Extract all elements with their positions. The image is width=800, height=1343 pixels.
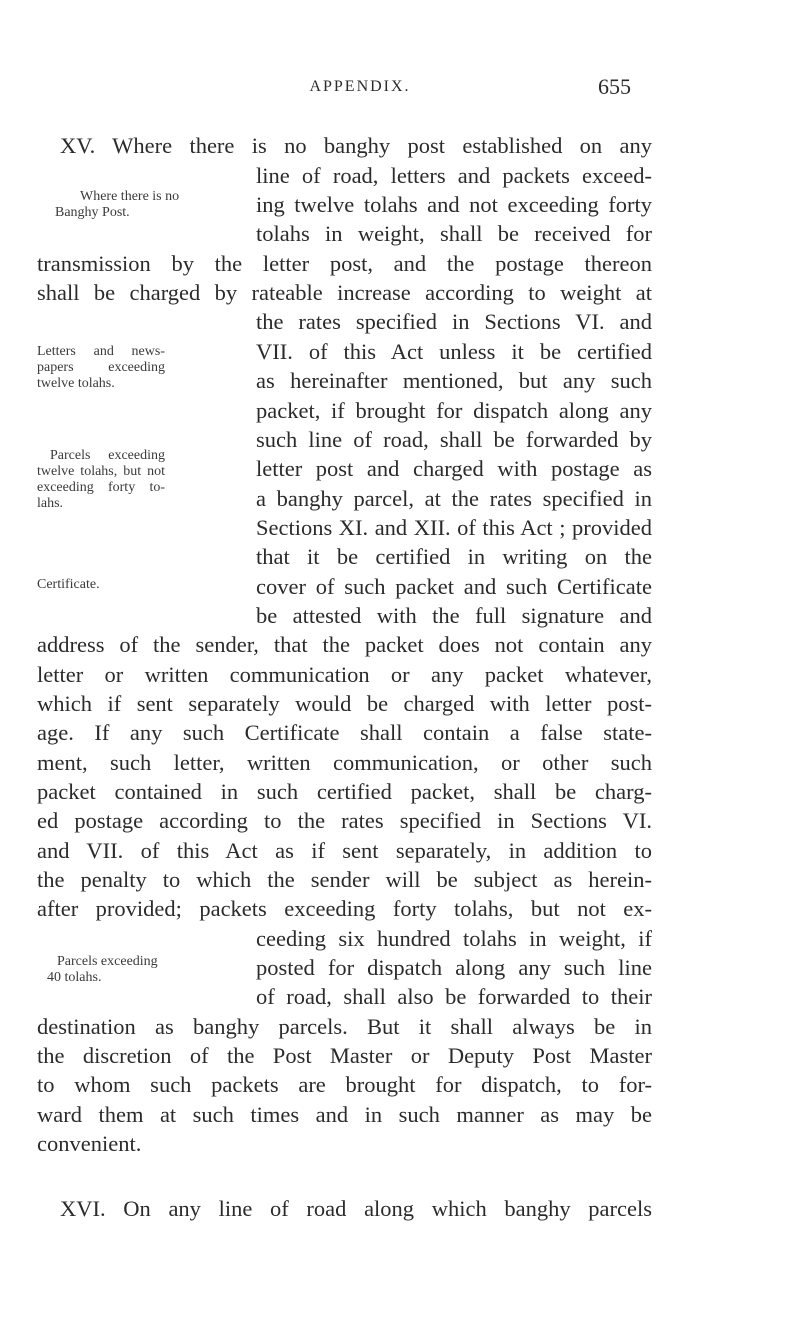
body-line: to whom such packets are brought for dispatch, to for- <box>37 1072 652 1097</box>
body-line: the discretion of the Post Master or Deputy Post Master <box>37 1043 652 1068</box>
body-line: of road, shall also be forwarded to their <box>256 984 652 1009</box>
body-line: as hereinafter mentioned, but any such <box>256 368 652 393</box>
body-line: tolahs in weight, shall be received for <box>256 221 652 246</box>
margin-note: Where there is no Banghy Post. <box>55 189 180 220</box>
running-head: APPENDIX. <box>309 78 411 95</box>
body-line: shall be charged by rateable increase according to weight at <box>37 280 652 305</box>
body-line: line of road, letters and packets exceed- <box>256 163 652 188</box>
body-line: ward them at such times and in such manner as may be <box>37 1102 652 1127</box>
body-line: after provided; packets exceeding forty tolahs, but not ex- <box>37 896 652 921</box>
body-line: Sections XI. and XII. of this Act ; provided <box>256 515 652 540</box>
body-line: cover of such packet and such Certificate <box>256 574 652 599</box>
body-line: XVI. On any line of road along which banghy parcels <box>60 1196 652 1221</box>
margin-note: Letters and news- papers exceeding twelve tolahs. <box>37 344 165 391</box>
body-line: destination as banghy parcels. But it shall always be in <box>37 1014 652 1039</box>
body-line: letter or written communication or any packet whatever, <box>37 662 652 687</box>
body-line: address of the sender, that the packet does not contain any <box>37 632 652 657</box>
body-line: such line of road, shall be forwarded by <box>256 427 652 452</box>
margin-note: Certificate. <box>37 577 100 592</box>
body-line: a banghy parcel, at the rates specified in <box>256 486 652 511</box>
body-line: and VII. of this Act as if sent separately, in addition to <box>37 838 652 863</box>
body-line: ing twelve tolahs and not exceeding forty <box>256 192 652 217</box>
body-line: ment, such letter, written communication, or other such <box>37 750 652 775</box>
body-line: packet, if brought for dispatch along any <box>256 398 652 423</box>
body-line: that it be certified in writing on the <box>256 544 652 569</box>
margin-note: Parcels exceeding twelve tolahs, but not exceeding forty to- lahs. <box>37 448 165 511</box>
body-line: ed postage according to the rates specified in Sections VI. <box>37 808 652 833</box>
body-line: be attested with the full signature and <box>256 603 652 628</box>
body-line: the rates specified in Sections VI. and <box>256 309 652 334</box>
margin-note: Parcels exceeding 40 tolahs. <box>47 954 158 985</box>
page-number: 655 <box>598 74 631 99</box>
page-header <box>0 74 800 108</box>
body-line: packet contained in such certified packet, shall be charg- <box>37 779 652 804</box>
body-line: VII. of this Act unless it be certified <box>256 339 652 364</box>
body-line: the penalty to which the sender will be subject as herein- <box>37 867 652 892</box>
body-line: ceeding six hundred tolahs in weight, if <box>256 926 652 951</box>
body-line: transmission by the letter post, and the postage thereon <box>37 251 652 276</box>
body-line: convenient. <box>37 1131 142 1156</box>
body-line: letter post and charged with postage as <box>256 456 652 481</box>
body-line: age. If any such Certificate shall contain a false state- <box>37 720 652 745</box>
body-line: which if sent separately would be charged with letter post- <box>37 691 652 716</box>
body-line: posted for dispatch along any such line <box>256 955 652 980</box>
body-line: XV. Where there is no banghy post established on any <box>60 133 652 158</box>
